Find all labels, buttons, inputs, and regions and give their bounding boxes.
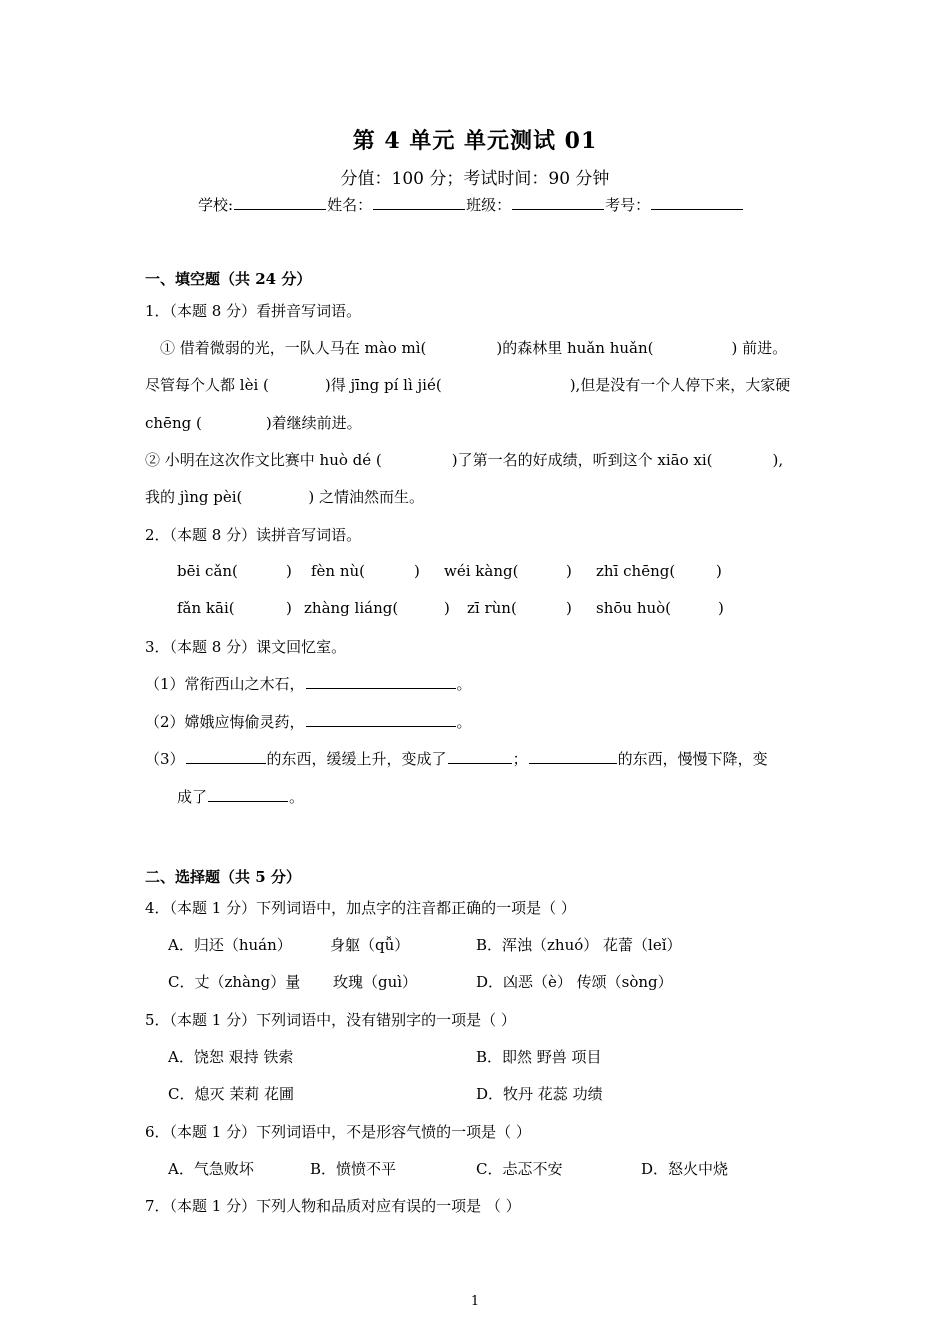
q1-pinyin: chēng ( bbox=[145, 414, 202, 432]
q2-title: 2．（本题 8 分）读拼音写词语。 bbox=[145, 526, 362, 544]
q1-line-4 bbox=[145, 449, 783, 470]
q2-item: bēi cǎn( bbox=[177, 562, 238, 580]
answer-blank[interactable] bbox=[208, 786, 288, 802]
exam-subtitle: 分值：100 分；考试时间：90 分钟 bbox=[340, 169, 610, 189]
q4-title: 4．（本题 1 分）下列词语中，加点字的注音都正确的一项是（ ） bbox=[145, 899, 576, 917]
q6-option-a[interactable]: A．气急败坏 bbox=[168, 1160, 254, 1178]
q2-item: zhàng liáng( bbox=[304, 599, 399, 617]
q7-title: 7．（本题 1 分）下列人物和品质对应有误的一项是 （ ） bbox=[145, 1197, 521, 1215]
q4-option-a[interactable]: A．归还（huán） bbox=[168, 936, 292, 954]
q6-title: 6．（本题 1 分）下列词语中，不是形容气愤的一项是（ ） bbox=[145, 1123, 531, 1141]
q2-item-close: ) bbox=[414, 562, 420, 580]
q4-option-d[interactable]: D．凶恶（è） 传颂（sòng） bbox=[476, 973, 673, 991]
q1-pinyin: )得 jīng pí lì jié( bbox=[324, 376, 442, 394]
q4-option-a-2: 身躯（qǚ） bbox=[330, 936, 410, 954]
exam-number-label: 考号： bbox=[605, 196, 651, 214]
q1-text: )的森林里 bbox=[496, 339, 568, 357]
q2-item: wéi kàng( bbox=[444, 562, 519, 580]
class-blank[interactable] bbox=[512, 194, 604, 210]
q2-item-close: ) bbox=[286, 599, 292, 617]
answer-blank[interactable] bbox=[448, 748, 512, 764]
section-1-heading: 一、填空题（共 24 分） bbox=[145, 270, 312, 288]
q1-pinyin: xiāo xi( bbox=[657, 451, 713, 469]
q1-pinyin: huǎn huǎn( bbox=[567, 339, 654, 357]
q1-text: )着继续前进。 bbox=[265, 414, 362, 432]
name-label: 姓名： bbox=[327, 196, 373, 214]
answer-blank[interactable] bbox=[529, 748, 617, 764]
q3-item-3 bbox=[145, 748, 768, 769]
school-blank[interactable] bbox=[234, 194, 326, 210]
q6-option-d[interactable]: D．怒火中烧 bbox=[641, 1160, 729, 1178]
q3-text: 。 bbox=[456, 713, 472, 731]
q1-text: ) 之情油然而生。 bbox=[308, 488, 425, 506]
q1-text: ) 前进。 bbox=[731, 339, 788, 357]
q1-line-3 bbox=[145, 412, 362, 433]
q3-text: 的东西，慢慢下降，变 bbox=[617, 750, 768, 768]
school-label: 学校: bbox=[198, 196, 234, 214]
q6-option-b[interactable]: B．愤愤不平 bbox=[310, 1160, 397, 1178]
q2-item-close: ) bbox=[716, 562, 722, 580]
q3-text: 成了 bbox=[177, 788, 208, 806]
answer-blank[interactable] bbox=[186, 748, 266, 764]
q5-title: 5．（本题 1 分）下列词语中，没有错别字的一项是（ ） bbox=[145, 1011, 516, 1029]
q1-pinyin: mào mì( bbox=[364, 339, 427, 357]
q2-item: zhī chēng( bbox=[596, 562, 676, 580]
q3-item-3-cont bbox=[177, 786, 304, 807]
q5-option-a[interactable]: A．饶恕 艰持 铁索 bbox=[168, 1048, 294, 1066]
exam-number-blank[interactable] bbox=[651, 194, 743, 210]
q1-text: 尽管每个人都 lèi ( bbox=[145, 376, 269, 394]
q4-option-b[interactable]: B．浑浊（zhuó） 花蕾（leǐ） bbox=[476, 936, 682, 954]
q1-line-1 bbox=[160, 337, 787, 358]
q1-text: ), bbox=[772, 451, 784, 469]
class-label: 班级： bbox=[466, 196, 512, 214]
q2-item: fǎn kāi( bbox=[177, 599, 235, 617]
q2-item: zī rùn( bbox=[467, 599, 517, 617]
q1-text: ② 小明在这次作文比赛中 huò dé ( bbox=[145, 451, 382, 469]
q3-title: 3．（本题 8 分）课文回忆室。 bbox=[145, 638, 347, 656]
q3-text: （2）嫦娥应悔偷灵药， bbox=[145, 713, 305, 731]
q2-item-close: ) bbox=[286, 562, 292, 580]
q5-option-c[interactable]: C．熄灭 茉莉 花圃 bbox=[168, 1085, 295, 1103]
q1-line-2 bbox=[145, 374, 790, 395]
q2-item-close: ) bbox=[718, 599, 724, 617]
q1-text: ① 借着微弱的光，一队人马在 bbox=[160, 339, 365, 357]
q2-item: shōu huò( bbox=[596, 599, 672, 617]
q3-text: （3） bbox=[145, 750, 185, 768]
q2-item-close: ) bbox=[444, 599, 450, 617]
q1-line-5 bbox=[145, 486, 424, 507]
q1-text: )了第一名的好成绩，听到这个 bbox=[451, 451, 658, 469]
q4-option-c-2: 玫瑰（guì） bbox=[333, 973, 418, 991]
q2-item-close: ) bbox=[566, 562, 572, 580]
q5-option-b[interactable]: B．即然 野兽 项目 bbox=[476, 1048, 602, 1066]
q5-option-d[interactable]: D．牧丹 花蕊 功绩 bbox=[476, 1085, 603, 1103]
q3-text: ； bbox=[512, 750, 528, 768]
q1-text: ),但是没有一个人停下来，大家硬 bbox=[569, 376, 791, 394]
q3-text: 。 bbox=[289, 788, 305, 806]
q4-option-c[interactable]: C．丈（zhàng）量 bbox=[168, 973, 301, 991]
page-title: 第 4 单元 单元测试 01 bbox=[352, 128, 598, 154]
q3-item-1 bbox=[145, 673, 472, 694]
page-number: 1 bbox=[470, 1294, 480, 1309]
answer-blank[interactable] bbox=[306, 673, 456, 689]
answer-blank[interactable] bbox=[306, 711, 456, 727]
student-info-line bbox=[198, 194, 744, 215]
q1-title: 1．（本题 8 分）看拼音写词语。 bbox=[145, 302, 362, 320]
q6-option-c[interactable]: C．忐忑不安 bbox=[476, 1160, 563, 1178]
name-blank[interactable] bbox=[373, 194, 465, 210]
q1-pinyin: jìng pèi( bbox=[179, 488, 243, 506]
q3-text: 的东西，缓缓上升，变成了 bbox=[266, 750, 447, 768]
q3-item-2 bbox=[145, 711, 472, 732]
q2-item-close: ) bbox=[566, 599, 572, 617]
q3-text: （1）常衔西山之木石， bbox=[145, 675, 305, 693]
section-2-heading: 二、选择题（共 5 分） bbox=[145, 868, 301, 886]
q2-item: fèn nù( bbox=[311, 562, 366, 580]
q3-text: 。 bbox=[456, 675, 472, 693]
q1-text: 我的 bbox=[145, 488, 180, 506]
